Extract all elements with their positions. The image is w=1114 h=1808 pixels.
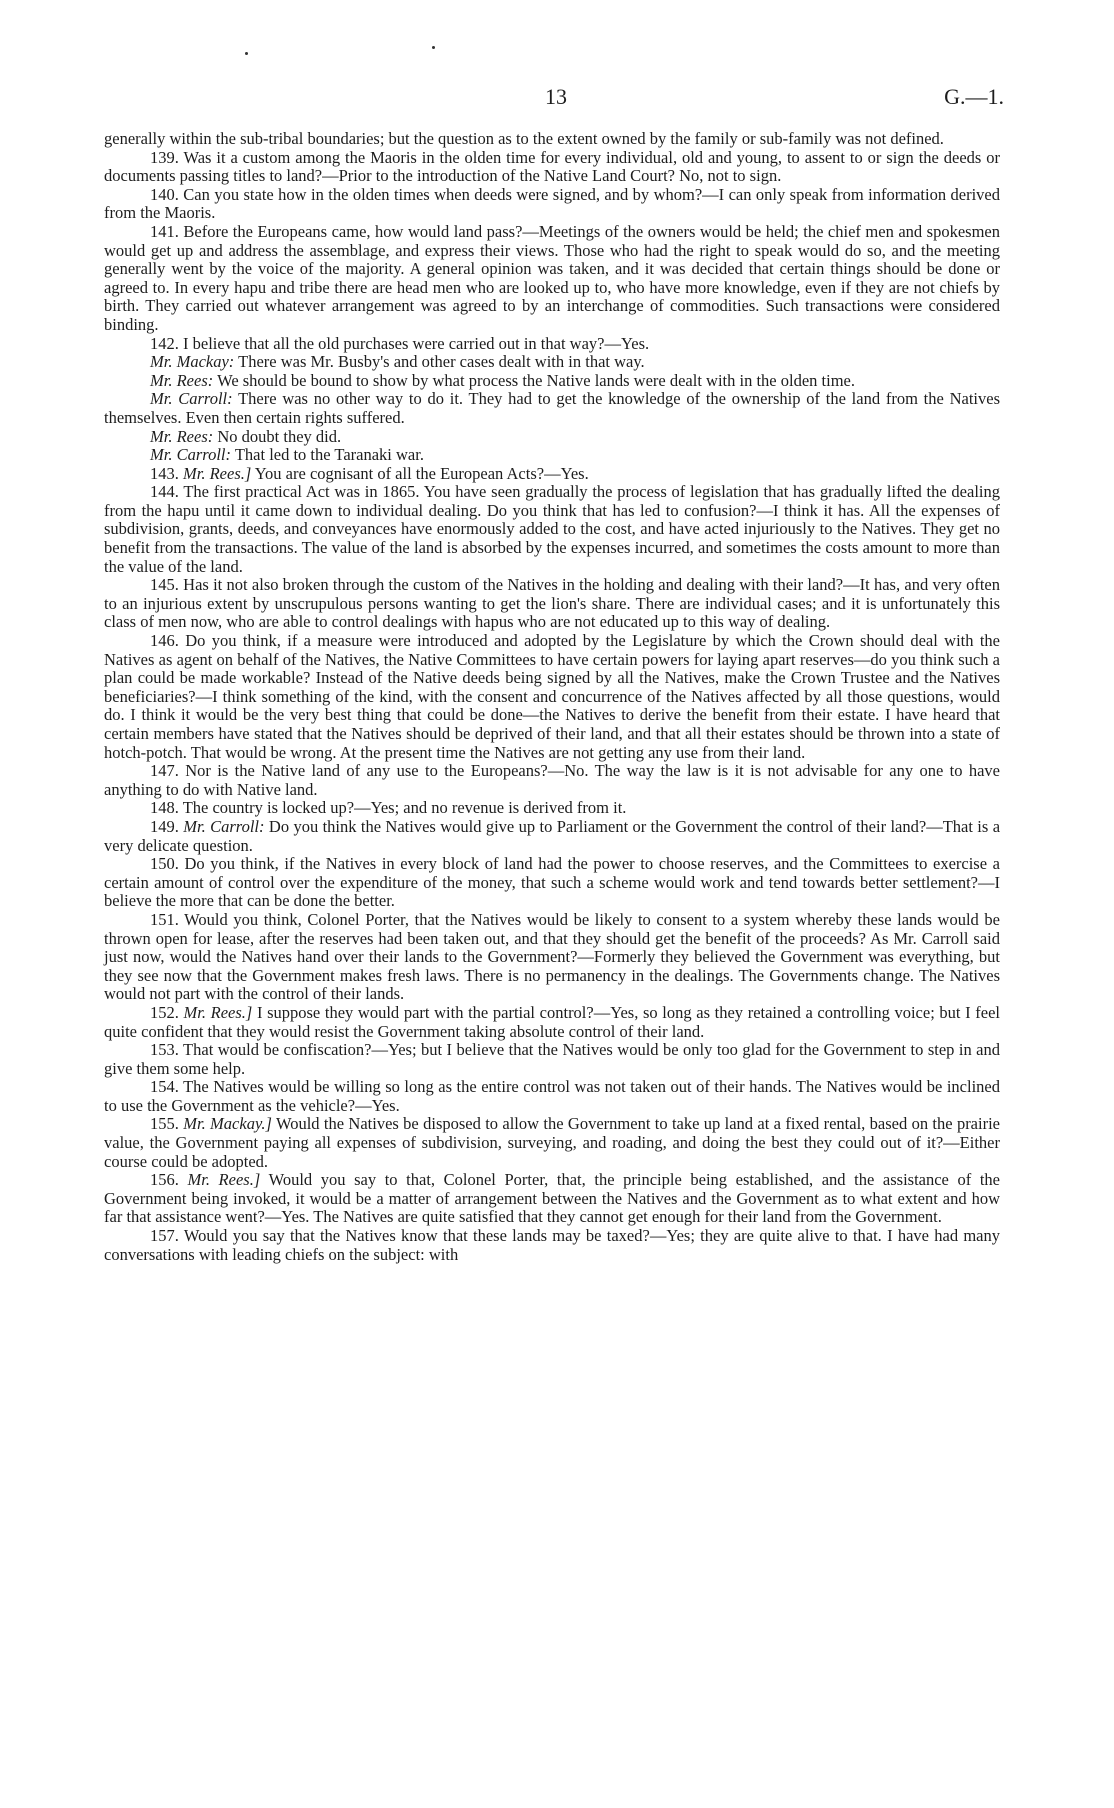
testimony-paragraph <box>104 372 1000 391</box>
paragraph-text: generally within the sub-tribal boundaries; but the question as to the extent owned by the family or sub-family was not defined. <box>104 129 944 148</box>
paragraph-text: 144. The first practical Act was in 1865. You have seen gradually the process of legislation that has gradually lifted the dealing from the hapu until it came down to individual dealing. Do you think that has led to confusion?—I think it has. All the expenses of subdivision, grants, deeds, and conveyances have enormously added to the cost, and have acted injuriously to the Natives. They get no benefit from the transactions. The value of the land is absorbed by the expenses incurred, and sometimes the costs amount to more than the value of the land. <box>104 482 1000 576</box>
testimony-paragraph <box>104 1115 1000 1171</box>
testimony-paragraph <box>104 483 1000 576</box>
paragraph-text: 147. Nor is the Native land of any use to the Europeans?—No. The way the law is it is not advisable for any one to have anything to do with Native land. <box>104 761 1000 799</box>
paragraph-text: There was no other way to do it. They had to get the knowledge of the ownership of the land from the Natives themselves. Even then certain rights suffered. <box>104 389 1000 427</box>
speaker-name: Mr. Rees: <box>150 370 214 390</box>
paragraph-text: Would the Natives be disposed to allow the Government to take up land at a fixed rental, based on the prairie value, the Government paying all expenses of subdivision, surveying, and roading, and doing the best they could out of it?—Either course could be adopted. <box>104 1114 1000 1171</box>
speaker-name: Mr. Rees.] <box>183 1002 253 1022</box>
body-text <box>104 130 1000 1264</box>
testimony-paragraph <box>104 855 1000 911</box>
paragraph-text: 142. I believe that all the old purchases were carried out in that way?—Yes. <box>150 333 650 353</box>
speaker-name: Mr. Mackay: <box>150 352 235 372</box>
speaker-name: Mr. Rees: <box>150 426 214 446</box>
paragraph-text: 148. The country is locked up?—Yes; and no revenue is derived from it. <box>150 798 627 818</box>
print-speck <box>432 46 435 49</box>
speaker-name: Mr. Carroll: <box>150 389 233 409</box>
page-number: 13 <box>545 84 567 109</box>
question-number: 143. <box>150 463 179 483</box>
testimony-paragraph <box>104 818 1000 855</box>
testimony-paragraph <box>104 335 1000 354</box>
paragraph-text: I suppose they would part with the partial control?—Yes, so long as they retained a controlling voice; but I feel quite confident that they would resist the Government taking absolute control of their land. <box>104 1002 1000 1041</box>
testimony-paragraph <box>104 1004 1000 1041</box>
paragraph-text: There was Mr. Busby's and other cases dealt with in that way. <box>238 352 645 372</box>
paragraph-text: 151. Would you think, Colonel Porter, that the Natives would be likely to consent to a system whereby these lands would be thrown open for lease, after the reserves had been taken out, and that they should get the benefit of the proceeds? As Mr. Carroll said just now, would the Natives hand over their lands to the Government?—Formerly they believed the Government was everything, but they see now that the Government makes fresh laws. There is no permanency in the dealings. The Governments change. The Natives would not part with the control of their lands. <box>104 909 1000 1004</box>
print-speck <box>245 52 248 55</box>
testimony-paragraph <box>104 446 1000 465</box>
testimony-paragraph <box>104 186 1000 223</box>
testimony-paragraph <box>104 1041 1000 1078</box>
testimony-paragraph <box>104 632 1000 762</box>
testimony-paragraph <box>104 762 1000 799</box>
speaker-name: Mr. Mackay.] <box>183 1114 272 1134</box>
paragraph-text: 145. Has it not also broken through the custom of the Natives in the holding and dealing with their land?—It has, and very often to an injurious extent by unscrupulous persons wanting to get the lion's share. There are individual cases; and it is unfortunately this class of men now, who are able to control dealings with hapus who are not educated up to this way of dealing. <box>104 575 1000 632</box>
question-number: 155. <box>150 1114 179 1134</box>
paragraph-text: 150. Do you think, if the Natives in every block of land had the power to choose reserves, and the Committees to exercise a certain amount of control over the expenditure of the money, that such a scheme would work and tend towards better settlement?—I believe the more that can be done the better. <box>104 854 1000 911</box>
paragraph-text: 140. Can you state how in the olden times when deeds were signed, and by whom?—I can only speak from information derived from the Maoris. <box>104 184 1000 223</box>
testimony-paragraph <box>104 911 1000 1004</box>
document-reference: G.—1. <box>944 84 1004 109</box>
question-number: 156. <box>150 1170 179 1190</box>
paragraph-text: 153. That would be confiscation?—Yes; but I believe that the Natives would be only too glad for the Government to step in and give them some help. <box>104 1040 1000 1078</box>
paragraph-text: Would you say to that, Colonel Porter, that, the principle being established, and the assistance of the Government being invoked, it would be a matter of arrangement between the Natives and the Government as to what extent and how far that assistance went?—Yes. The Natives are quite satisfied that they cannot get enough for their land from the Government. <box>104 1170 1000 1227</box>
testimony-paragraph <box>104 1227 1000 1264</box>
testimony-paragraph <box>104 130 1000 149</box>
paragraph-text: 141. Before the Europeans came, how would land pass?—Meetings of the owners would be held; the chief men and spokesmen would get up and address the assemblage, and express their views. Those who had the right to speak would do so, and the meeting generally went by the voice of the majority. A general opinion was taken, and it was decided that certain things should be done or agreed to. In every hapu and tribe there are head men who are looked up to, who have more knowledge, even if they are not chiefs by birth. They carried out whatever arrangement was agreed to by an interchange of commodities. Such transactions were considered binding. <box>104 221 1000 334</box>
question-number: 149. <box>150 816 179 836</box>
testimony-paragraph <box>104 465 1000 484</box>
testimony-paragraph <box>104 223 1000 335</box>
paragraph-text: No doubt they did. <box>217 426 342 446</box>
testimony-paragraph <box>104 576 1000 632</box>
testimony-paragraph <box>104 390 1000 427</box>
speaker-name: Mr. Carroll: <box>150 445 231 465</box>
testimony-paragraph <box>104 799 1000 818</box>
testimony-paragraph <box>104 1171 1000 1227</box>
speaker-name: Mr. Rees.] <box>183 463 252 483</box>
testimony-paragraph <box>104 353 1000 372</box>
paragraph-text: 154. The Natives would be willing so long as the entire control was not taken out of their hands. The Natives would be inclined to use the Government as the vehicle?—Yes. <box>104 1077 1000 1115</box>
speaker-name: Mr. Carroll: <box>183 816 265 836</box>
question-number: 152. <box>150 1002 179 1022</box>
paragraph-text: 157. Would you say that the Natives know that these lands may be taxed?—Yes; they are quite alive to that. I have had many conversations with leading chiefs on the subject: with <box>104 1226 1000 1264</box>
paragraph-text: You are cognisant of all the European Acts?—Yes. <box>254 463 589 483</box>
paragraph-text: 139. Was it a custom among the Maoris in the olden time for every individual, old and young, to assent to or sign the deeds or documents passing titles to land?—Prior to the introduction of the Native Land Court? No, not to sign. <box>104 147 1000 186</box>
page-header <box>0 84 1114 114</box>
testimony-paragraph <box>104 1078 1000 1115</box>
paragraph-text: We should be bound to show by what process the Native lands were dealt with in the olden time. <box>217 370 855 390</box>
speaker-name: Mr. Rees.] <box>187 1170 261 1190</box>
paragraph-text: 146. Do you think, if a measure were introduced and adopted by the Legislature by which the Crown should deal with the Natives as agent on behalf of the Natives, the Native Committees to have certain powers for laying apart reserves—do you think such a plan could be made workable? Instead of the Native deeds being signed by all the Natives, make the Crown Trustee and the Natives beneficiaries?—I think something of the kind, with the consent and concurrence of the Natives affected by all those questions, would do. I think it would be the very best thing that could be done—the Natives to derive the benefit from their estate. I have heard that certain members have stated that the Natives should be deprived of their land, and that all their estates should be thrown into a state of hotch-potch. That would be wrong. At the present time the Natives are not getting any use from their land. <box>104 631 1000 762</box>
paragraph-text: Do you think the Natives would give up to Parliament or the Government the control of their land?—That is a very delicate question. <box>104 816 1001 855</box>
testimony-paragraph <box>104 149 1000 186</box>
paragraph-text: That led to the Taranaki war. <box>234 445 424 465</box>
testimony-paragraph <box>104 428 1000 447</box>
